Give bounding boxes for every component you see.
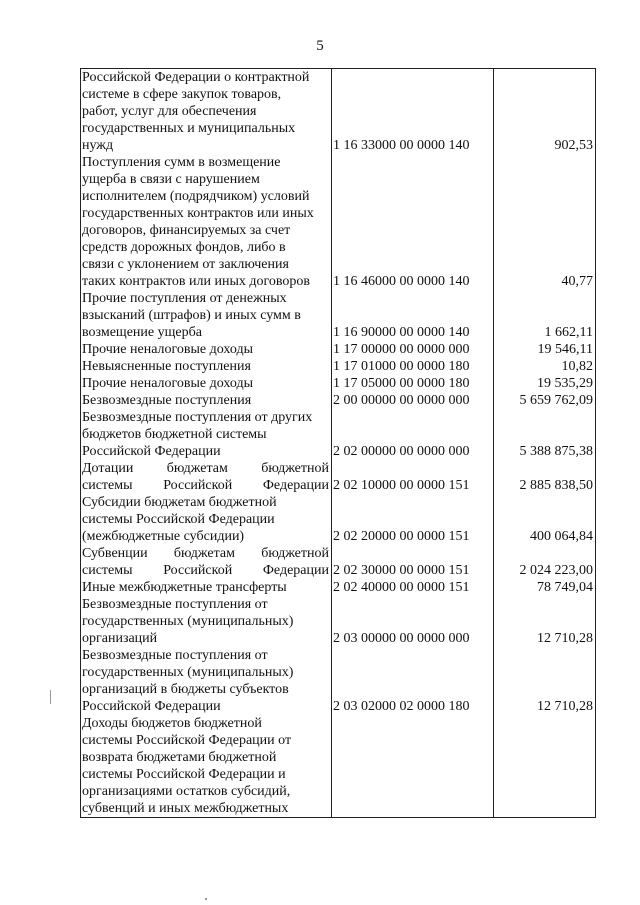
revenue-name-line: системы Российской Федерации — [82, 478, 329, 493]
budget-code-cell: 1 16 33000 00 0000 140 — [332, 69, 494, 155]
budget-code-cell: 2 03 00000 00 0000 000 — [332, 596, 494, 647]
amount-cell: 2 885 838,50 — [494, 460, 596, 494]
budget-code-cell: 2 02 10000 00 0000 151 — [332, 460, 494, 494]
revenue-name-line: Безвозмездные поступления от других — [82, 410, 313, 425]
budget-code-cell: 2 02 20000 00 0000 151 — [332, 494, 494, 545]
budget-code-cell: 2 02 40000 00 0000 151 — [332, 579, 494, 596]
revenue-name-cell — [81, 392, 332, 409]
amount-cell: 902,53 — [494, 69, 596, 155]
revenue-name-line: системе в сфере закупок товаров, — [82, 87, 282, 102]
revenue-name-cell — [81, 290, 332, 341]
page-number: 5 — [316, 38, 324, 54]
revenue-name-line: Дотации бюджетам бюджетной — [82, 461, 329, 476]
revenue-name-line: Безвозмездные поступления от — [82, 648, 268, 663]
budget-code-cell — [332, 715, 494, 818]
revenue-name-line: средств дорожных фондов, либо в — [82, 240, 286, 255]
amount-cell: 19 535,29 — [494, 375, 596, 392]
table-row — [81, 596, 596, 647]
revenue-name-line: Российской Федерации — [82, 444, 221, 459]
budget-code-cell: 1 17 05000 00 0000 180 — [332, 375, 494, 392]
table-row — [81, 375, 596, 392]
revenue-name-line: системы Российской Федерации и — [82, 767, 286, 782]
amount-cell: 19 546,11 — [494, 341, 596, 358]
table-row — [81, 392, 596, 409]
table-row — [81, 545, 596, 579]
revenue-name-line: Иные межбюджетные трансферты — [82, 580, 287, 595]
table-row — [81, 154, 596, 290]
revenue-name-cell — [81, 341, 332, 358]
revenue-name-line: работ, услуг для обеспечения — [82, 104, 257, 119]
revenue-name-line: связи с уклонением от заключения — [82, 257, 289, 272]
revenue-name-cell — [81, 358, 332, 375]
revenue-name-line: нужд — [82, 138, 114, 153]
revenue-name-line: государственных (муниципальных) — [82, 614, 294, 629]
table-row — [81, 460, 596, 494]
table-row — [81, 341, 596, 358]
revenue-name-line: взысканий (штрафов) и иных сумм в — [82, 308, 301, 323]
budget-code-cell: 1 16 46000 00 0000 140 — [332, 154, 494, 290]
revenue-name-cell — [81, 375, 332, 392]
revenue-name-cell — [81, 715, 332, 818]
scan-artifact — [50, 690, 51, 704]
table-row — [81, 409, 596, 460]
revenue-name-line: организациями остатков субсидий, — [82, 784, 291, 799]
revenue-name-line: возмещение ущерба — [82, 325, 202, 340]
revenue-name-line: организаций — [82, 631, 158, 646]
budget-code-cell: 1 17 00000 00 0000 000 — [332, 341, 494, 358]
table-row — [81, 579, 596, 596]
revenue-name-line: договоров, финансируемых за счет — [82, 223, 291, 238]
revenue-name-line: Прочие неналоговые доходы — [82, 342, 254, 357]
budget-code-cell: 2 02 30000 00 0000 151 — [332, 545, 494, 579]
revenue-name-line: государственных (муниципальных) — [82, 665, 294, 680]
scan-artifact — [205, 898, 207, 900]
revenue-name-line: системы Российской Федерации от — [82, 733, 292, 748]
revenue-name-cell — [81, 494, 332, 545]
revenue-name-line: таких контрактов или иных договоров — [82, 274, 311, 289]
amount-cell: 12 710,28 — [494, 596, 596, 647]
revenue-name-cell — [81, 647, 332, 715]
budget-code-cell: 2 02 00000 00 0000 000 — [332, 409, 494, 460]
table-row — [81, 290, 596, 341]
revenue-name-line: субвенций и иных межбюджетных — [82, 801, 289, 816]
revenue-name-line: Доходы бюджетов бюджетной — [82, 716, 262, 731]
amount-cell: 2 024 223,00 — [494, 545, 596, 579]
revenue-name-line: Поступления сумм в возмещение — [82, 155, 281, 170]
revenue-name-line: ущерба в связи с нарушением — [82, 172, 260, 187]
amount-cell — [494, 715, 596, 818]
revenue-name-line: Российской Федерации — [82, 699, 221, 714]
revenue-name-line: системы Российской Федерации — [82, 563, 329, 578]
revenue-name-cell — [81, 69, 332, 155]
amount-cell: 12 710,28 — [494, 647, 596, 715]
revenue-name-line: Субсидии бюджетам бюджетной — [82, 495, 277, 510]
table-row — [81, 715, 596, 818]
amount-cell: 10,82 — [494, 358, 596, 375]
revenue-name-line: возврата бюджетами бюджетной — [82, 750, 277, 765]
budget-code-cell: 1 17 01000 00 0000 180 — [332, 358, 494, 375]
budget-code-cell: 2 03 02000 02 0000 180 — [332, 647, 494, 715]
table-body — [81, 69, 596, 818]
revenue-name-cell — [81, 579, 332, 596]
budget-code-cell: 1 16 90000 00 0000 140 — [332, 290, 494, 341]
revenue-name-line: (межбюджетные субсидии) — [82, 529, 245, 544]
revenue-name-line: государственных и муниципальных — [82, 121, 296, 136]
table-row — [81, 69, 596, 155]
revenue-name-line: бюджетов бюджетной системы — [82, 427, 267, 442]
revenue-name-line: государственных контрактов или иных — [82, 206, 314, 221]
revenue-name-cell — [81, 409, 332, 460]
amount-cell: 40,77 — [494, 154, 596, 290]
revenue-name-line: Прочие поступления от денежных — [82, 291, 287, 306]
amount-cell: 5 659 762,09 — [494, 392, 596, 409]
revenue-name-cell — [81, 545, 332, 579]
amount-cell: 78 749,04 — [494, 579, 596, 596]
revenue-name-line: Невыясненные поступления — [82, 359, 251, 374]
budget-revenue-table — [80, 68, 596, 818]
revenue-name-line: Субвенции бюджетам бюджетной — [82, 546, 329, 561]
revenue-name-line: исполнителем (подрядчиком) условий — [82, 189, 310, 204]
revenue-name-line: организаций в бюджеты субъектов — [82, 682, 289, 697]
revenue-name-line: Прочие неналоговые доходы — [82, 376, 254, 391]
table-row — [81, 647, 596, 715]
revenue-name-line: системы Российской Федерации — [82, 512, 275, 527]
table-row — [81, 358, 596, 375]
revenue-name-line: Безвозмездные поступления — [82, 393, 252, 408]
amount-cell: 1 662,11 — [494, 290, 596, 341]
amount-cell: 400 064,84 — [494, 494, 596, 545]
budget-code-cell: 2 00 00000 00 0000 000 — [332, 392, 494, 409]
revenue-name-cell — [81, 596, 332, 647]
revenue-name-line: Безвозмездные поступления от — [82, 597, 268, 612]
revenue-name-cell — [81, 460, 332, 494]
revenue-name-cell — [81, 154, 332, 290]
amount-cell: 5 388 875,38 — [494, 409, 596, 460]
revenue-name-line: Российской Федерации о контрактной — [82, 70, 310, 85]
table-row — [81, 494, 596, 545]
